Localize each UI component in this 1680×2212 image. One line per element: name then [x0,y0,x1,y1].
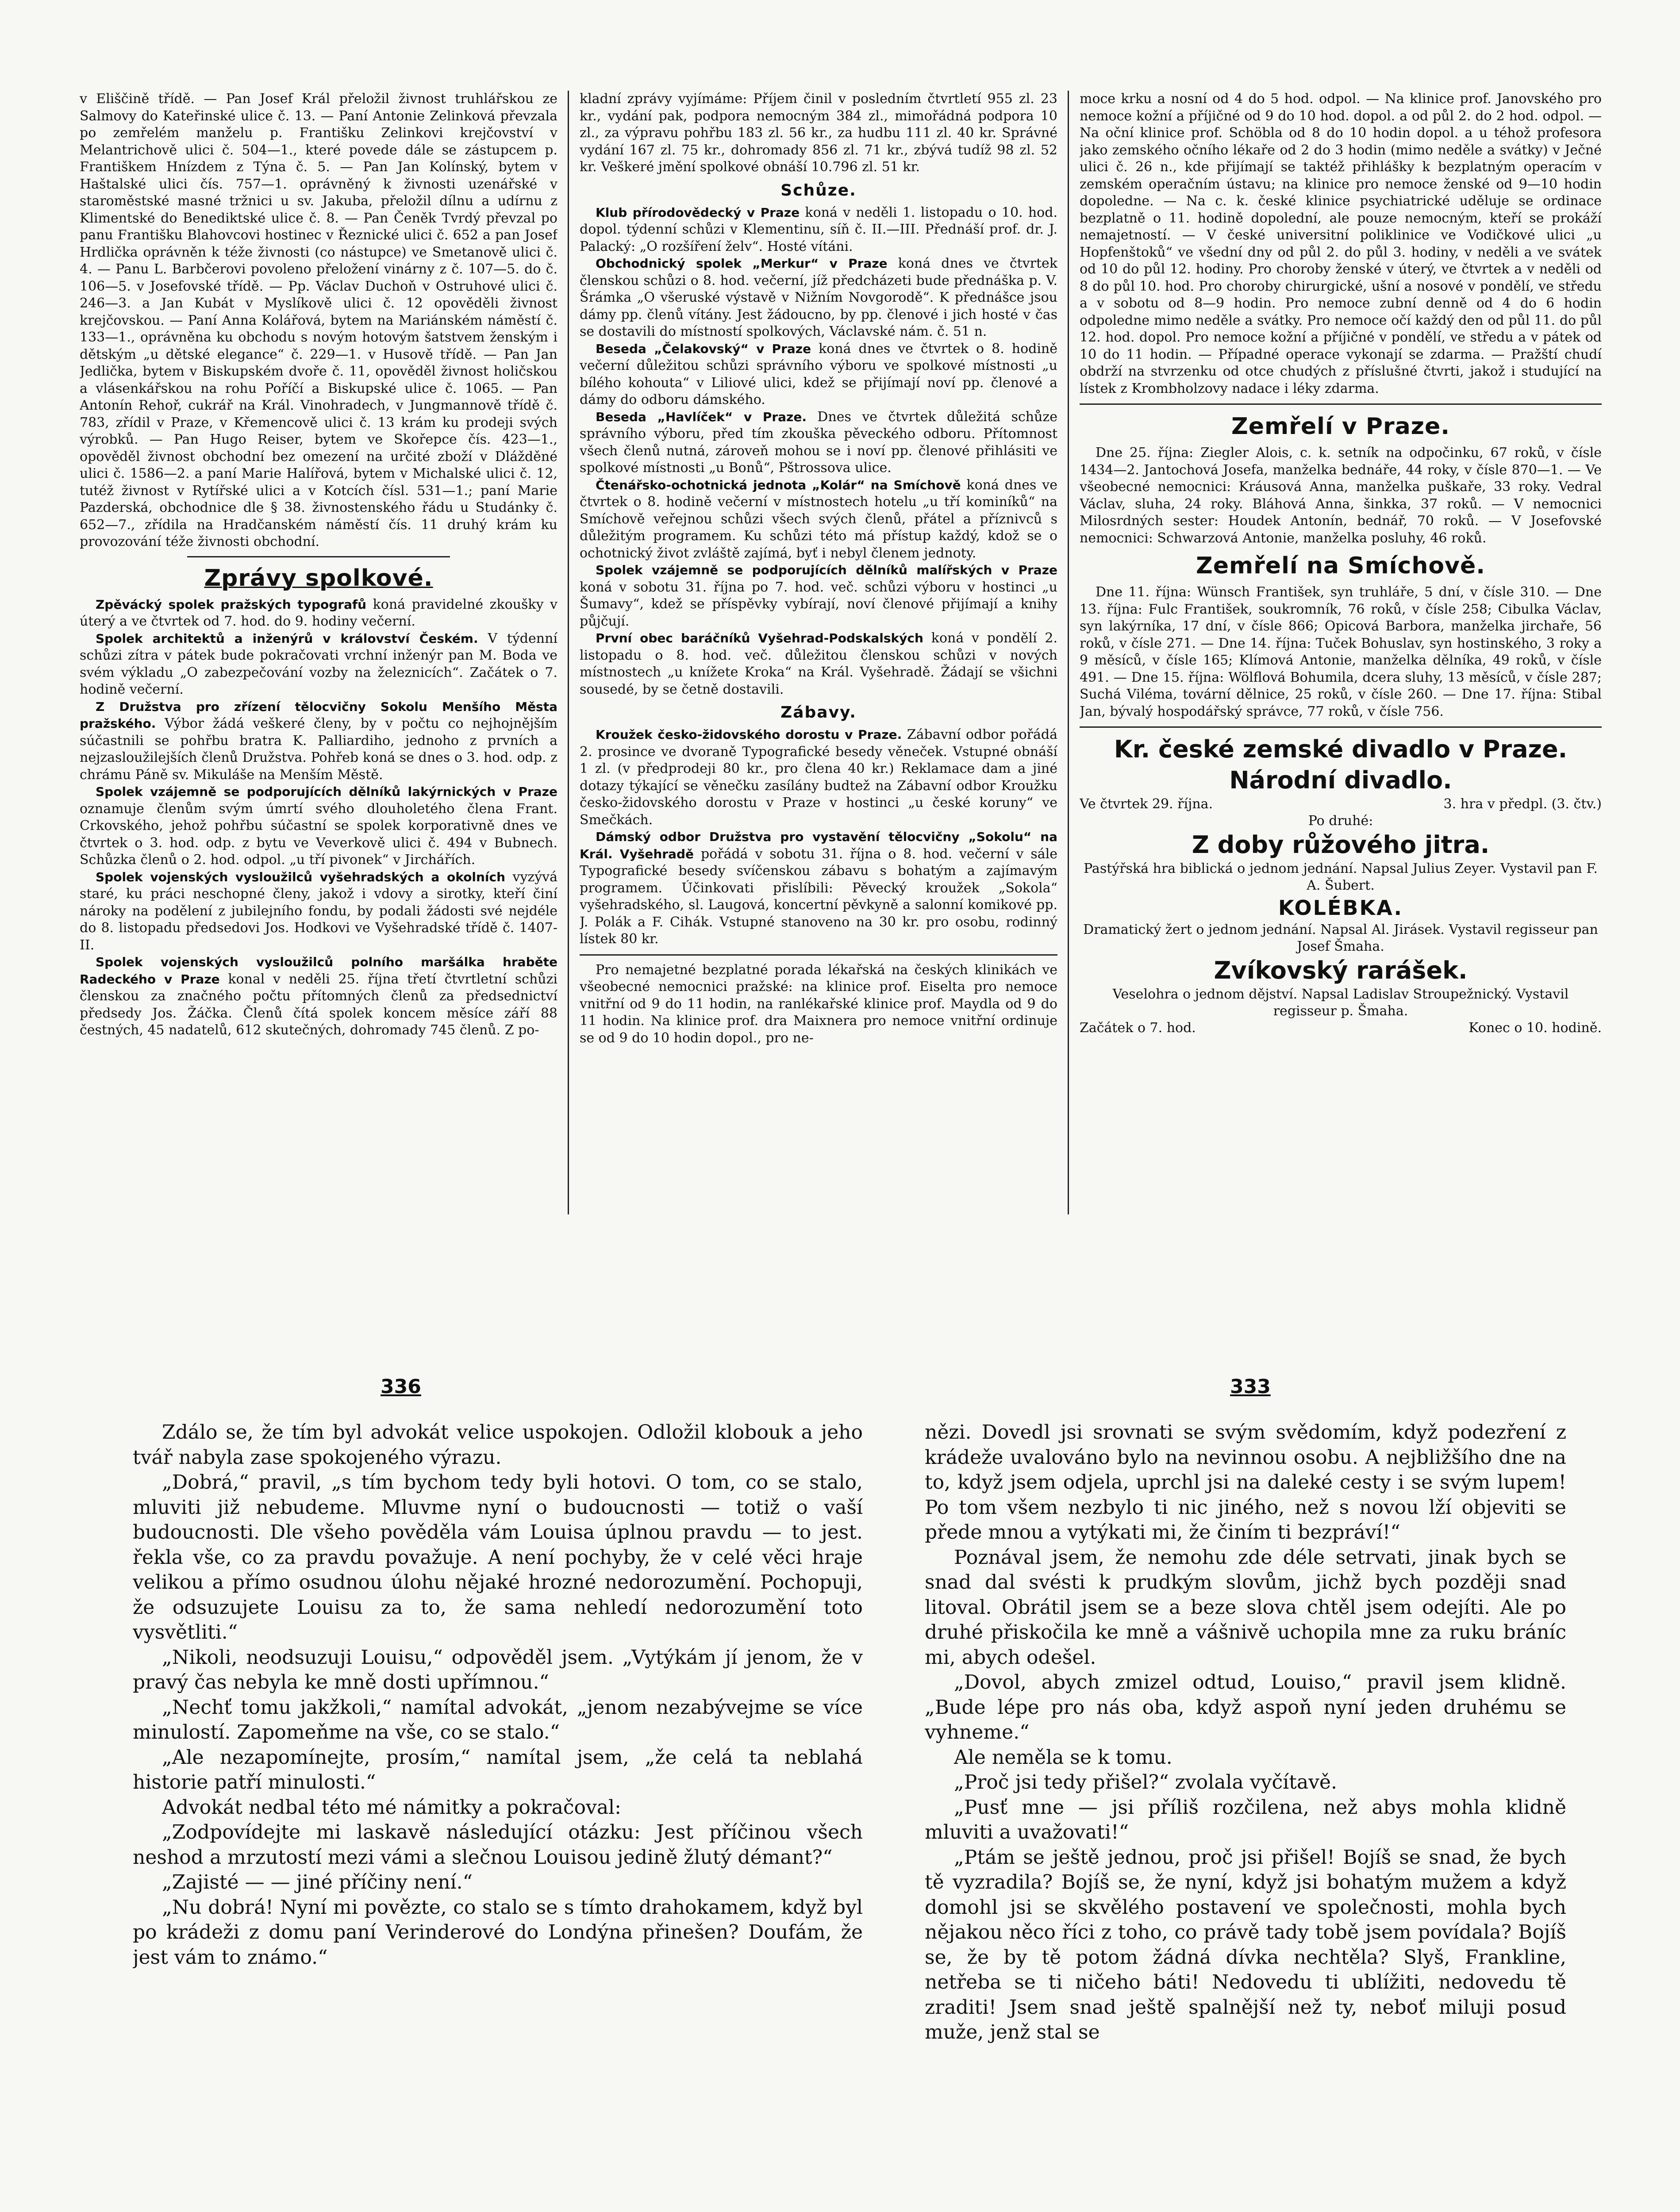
page-number-left: 336 [381,1375,421,1398]
book-paragraph: Advokát nedbal této mé námitky a pokračoval: [162,1796,621,1819]
report-continuation: kladní zprávy vyjímáme: Příjem činil v posledním čtvrtletí 955 zl. 23 kr., vydání pak, podpora nemocným 384 zl., mimořádná podpora 10 zl., za výpravu pohřbu 183 zl. 56 kr., za hudbu 111 zl. 40 kr. Správné vydání 167 zl. 75 kr., dohromady 856 zl. 71 kr., zbývá tudíž 98 zl. 52 kr. Veškeré jmění spolkové obnáší 10.796 zl. 51 kr. [580,91,1057,175]
book-page-right [925,1420,1566,2212]
play-description: Dramatický žert o jednom jednání. Napsal Al. Jirásek. Vystavil regisseur pan Josef Šmaha. [1083,922,1598,954]
meeting-entry [580,630,1057,698]
entry-text: koná dnes ve čtvrtek o 8. hodině večerní v místnostech hotelu „u tří kominíků“ na Smíchově veřejnou schůzi všech svých členů, přátel a příznivců s důležitým programem. Ku schůzi této má přístup každý, kdož se o ochotnický život zvláště zajímá, byť i nebyl členem jednoty. [580,477,1057,561]
theater-subheading: Národní divadlo. [1229,766,1452,794]
club-entry [80,630,557,699]
book-paragraph: nězi. Dovedl jsi srovnati se svým svědomím, když podezření z krádeže uvalováno bylo na nevinnou osobu. A nejbližšího dne na to, když jsem odjela, uprchl jsi na daleké cesty i se svým lupem! Po tom všem nezbylo ti nic jiného, než s novou lží objeviti se přede mnou a vytýkati mi, že činím ti bezpráví!“ [925,1421,1566,1544]
theater-start: Začátek o 7. hod. [1080,1020,1196,1036]
entry-title: Kroužek česko-židovského dorostu v Praze. [596,727,902,742]
club-entry [80,783,557,869]
play-description: Pastýřská hra biblická o jednom jednání. Napsal Julius Zeyer. Vystavil pan F. A. Šubert. [1084,861,1598,893]
entry-text: Dnes ve čtvrtek důležitá schůze správního výboru, před tím zkouška pěveckého odboru. Přítomnost všech členů nutná, zároveň mohou se i noví pp. členové přihlásiti ve spolkové místnosti „u Bonů“, Pštrossova ulice. [580,409,1057,476]
book-paragraph: „Zajisté — — jiné příčiny není.“ [162,1871,473,1893]
entry-title: Spolek vzájemně se podporujících dělníků lakýrnických v Praze [96,784,557,799]
entry-text: vyzývá staré, ku práci neschopné členy, jakož i vdovy a sirotky, kteří činí nároky na podělení z jubilejního fondu, by podali žádosti své nejdéle do 8. listopadu předsedovi Jos. Hodkovi ve Vyšehradské třídě č. 1407-II. [80,869,557,953]
page-number-right: 333 [1230,1375,1271,1398]
entry-title: První obec baráčníků Vyšehrad-Podskalských [596,631,923,645]
book-paragraph: Ale neměla se k tomu. [954,1746,1173,1769]
club-entry [80,954,557,1039]
book-paragraph: „Dobrá,“ pravil, „s tím bychom tedy byli hotovi. O tom, co se stalo, mluviti již nebudeme. Mluvme nyní o budoucnosti — totiž o vaší budoucnosti. Dle všeho pověděla vám Louisa úplnou pravdu — to jest. řekla vše, co za pravdu považuje. A není pochyby, že v celé věci hraje velikou a přímo osudnou úlohu nějaké hrozné nedorozumění. Pochopuji, že odsuzujete Louisu za to, že sama nehledí nedorozumění toto vysvětliti.“ [133,1471,863,1644]
theater-times-row [1080,1020,1602,1037]
meeting-entry [580,255,1057,341]
meeting-entry [580,341,1057,409]
medical-notice: Pro nemajetné bezplatné porada lékařská na českých klinikách ve všeobecné nemocnici pražské: na klinice prof. Eiselta pro nemoce vnitřní od 9 do 11 hodin, na ranlékařské klinice prof. Maydla od 9 do 11 hodin. Na klinice prof. dra Maixnera pro nemoce vnitřní ordinuje se od 9 do 10 hodin dopol., pro ne- [580,962,1057,1046]
entry-text: koná dnes ve čtvrtek členskou schůzi o 8. hod. večerní, jíž předcházeti bude přednáška p. V. Šrámka „O všeruské výstavě v Nižním Novgorodě“. K přednášce jsou dámy pp. členů vítány. Jest žádoucno, by pp. členové i jich hosté v čas se dostavili do místností spolkových, Václavské nám. č. 51 n. [580,256,1057,339]
divider [187,556,450,557]
entry-title: Klub přírodovědecký v Praze [596,205,800,220]
play-title: KOLÉBKA. [1278,896,1403,920]
section-heading-deaths-prague: Zemřelí v Praze. [1231,413,1450,440]
medical-notice-continuation: moce krku a nosní od 4 do 5 hod. odpol. — Na klinice prof. Janovského pro nemoce kožní a příjičné od 9 do 10 hod. dopol. a od půl 2. do 2 hod. odpol. — Na oční klinice prof. Schöbla od 8 do 10 hodin dopol. a u téhož profesora jako zemského očního lékaře od 2 do 3 hodin (mimo neděle a svátky) v Ječné ulici č. 26 n., kde přijímají se taktéž přihlášky k bezplatným operacím v zemském operačním ústavu; na klinice pro nemoce ženské od 9—10 hodin dopoledne. — Na c. k. české klinice psychiatrické uděluje se ordinace bezplatně o 11. hodině dopolední, ale pouze nemocným, kteří se prokáží nemajetností. — V české universitní poliklinice ve Vodičkové ulici „u Hopfenštoků“ ve všední dny od půl 2. do půl 3. hodiny, v neděli a ve svátek od 10 do půl 12. hodiny. Pro choroby ženské v úterý, ve čtvrtek a v neděli od 8 do půl 10. hod. Pro choroby chirurgické, ušní a nosové v pondělí, ve středu a v sobotu od 8—9 hodin. Pro nemoce zubní denně od 4 do 6 hodin odpoledne mimo neděle a svátky. Pro nemoce očí každý den od půl 11. do půl 12. hod. dopol. Pro nemoce kožní a příjičné v pondělí, ve středu a v pátek od 10 do 11 hodin. — Případné operace vykonají se zdarma. — Pražští chudí obdrží na stvrzenku od otce chudých z příslušné čtvrti, jakož i studující na lístek z Krombholzovy nadace i léky zdarma. [1080,91,1602,396]
entry-text: Výbor žádá veškeré členy, by v počtu co nejhojnějším súčastnili se pohřbu bratra K. Palliardiho, jednoho z prvních a nejzasloužilejších členů Družstva. Pohřeb koná se dnes o 3. hod. odp. z chrámu Páně sv. Mikuláše na Menším Městě. [80,716,557,783]
entertainment-entry [580,726,1057,829]
book-paragraph: „Ptám se ještě jednou, proč jsi přišel! Bojíš se snad, že bych tě vyzradila? Bojíš se, že nyní, když jsi bohatým mužem a když domohl jsi se skvělého postavení ve společnosti, mohla bych nějakou něco říci z toho, co právě tady tobě jsem povídala? Bojíš se, že by tě potom žádná dívka nechtěla? Slyš, Frankline, netřeba se ti ničeho báti! Nedovedu ti ublížiti, nedovedu tě zraditi! Jsem snad ještě spalnější než ty, neboť miluji posud muže, jenž stal se [925,1846,1566,2043]
entry-text: koná v pondělí 2. listopadu o 8. hod. več. důležitou členskou schůzi v nových místnostech „u knížete Kroka“ na Král. Vyšehradě. Žádají se všichni sousedé, by se četně dostavili. [580,630,1057,697]
theater-end: Konec o 10. hodině. [1469,1020,1602,1036]
book-paragraph: Zdálo se, že tím byl advokát velice uspokojen. Odložil klobouk a jeho tvář nabyla zase spokojeného výrazu. [133,1421,863,1469]
column-rule [1068,91,1069,1214]
book-paragraph: „Pusť mne — jsi příliš rozčilena, než abys mohla klidně mluviti a uvažovati!“ [925,1796,1566,1843]
book-paragraph: Poznával jsem, že nemohu zde déle setrvati, jinak bych se snad dal svésti k prudkým slovům, jichž bych později snad litoval. Obrátil jsem se a beze slova chtěl jsem odejíti. Ale po druhé přiskočila ke mně a vášnivě uchopila mne za ruku bráníc mi, abych odešel. [925,1546,1566,1669]
entry-text: koná v sobotu 31. října po 7. hod. več. schůzi výboru v hostinci „u Šumavy“, kdež se příspěvky vybírají, noví členové přijímají a knihy půjčují. [580,579,1057,629]
divider [1080,726,1602,728]
meeting-entry [580,562,1057,630]
entry-title: Spolek vzájemně se podporujících dělníků malířských v Praze [596,563,1057,577]
section-heading-deaths-smichov: Zemřelí na Smíchově. [1196,553,1485,579]
deaths-list: Dne 11. října: Wünsch František, syn truhláře, 5 dní, v čísle 310. — Dne 13. října: Fulc František, soukromník, 76 roků, v čísle 258; Cibulka Václav, syn lakýrníka, 17 dní, v čísle 866; Opicová Barbora, manželka jirchaře, 56 roků, v čísle 271. — Dne 14. října: Tuček Bohuslav, syn hostinského, 3 roky a 9 měsíců, v čísle 165; Klímová Antonie, manželka dělníka, 49 roků, v čísle 491. — Dne 15. října: Wölflová Bohumila, dcera sluhy, 13 měsíců, v čísle 287; Suchá Viléma, tovární dělnice, 25 roků, v čísle 260. — Dne 17. října: Stibal Jan, bývalý hospodářský správce, 77 roků, v čísle 756. [1080,584,1602,719]
entry-title: Beseda „Havlíček“ v Praze. [596,409,807,424]
club-entry [80,596,557,630]
theater-date-row [1080,796,1602,813]
entry-title: Zpěvácký spolek pražských typografů [96,597,367,612]
news-column-3 [1080,91,1602,1223]
club-entry [80,869,557,954]
entry-title: Spolek architektů a inženýrů v království Českém. [96,631,478,646]
theater-heading: Kr. české zemské divadlo v Praze. [1114,735,1568,763]
book-paragraph: „Nechť tomu jakžkoli,“ namítal advokát, „jenom nezabývejme se více minulostí. Zapomeňme na vše, co se stalo.“ [133,1696,863,1743]
book-page-left [133,1420,863,2212]
trade-notices-paragraph: v Eliščině třídě. — Pan Josef Král přeložil živnost truhlářskou ze Salmovy do Kateřinské ulice č. 13. — Paní Antonie Zelinková převzala po zemřelém manželu p. Františku Zelinkovi krejčovství v Melantrichově ulici č. 504—1., které povede dále se zástupcem p. Františkem Hnízdem z Týna č. 5. — Pan Jan Kolínský, bytem v Haštalské ulici čís. 757—1. oprávněný k živnosti uzenářské v staroměstské masné tržnici u sv. Jakuba, přeložil dílnu a udírnu z Klimentské do Benediktské ulice č. 8. — Pan Čeněk Tvrdý převzal po panu Františku Blahovcovi hostinec v Řeznické ulici č. 652 a pan Josef Hrdlička oprávněn k téže živnosti (co nástupce) ve Smetanově ulici č. 4. — Panu L. Barbčerovi povoleno přeložení vinárny z č. 107—5. do č. 106—5. v Josefovské třídě. — Pp. Václav Duchoň v Ostruhové ulici č. 246—3. a Jan Kubát v Myslíkově ulici č. 12 opověděli živnost krejčovskou. — Paní Anna Kolářová, bytem na Mariánském náměstí č. 133—1., oprávněna ku obchodu s novým hotovým šatstvem ženským i dětským „u dětské elegance“ č. 229—1. v Husově třídě. — Pan Jan Jedlička, bytem v Biskupském dvoře č. 11, opověděl živnost holičskou a vlásenkářskou na rohu Poříčí a Biskupské ulice č. 1065. — Pan Antonín Rehoř, cukrář na Král. Vinohradech, v Jungmannově třídě č. 783, zřídil v Praze, v Křemencově ulici č. 13 krám ku prodeji svých výrobků. — Pan Hugo Reiser, bytem ve Skořepce čís. 423—1., opověděl živnost obchodní bez omezení na určité zboží v Dlážděné ulici č. 1586—2. a paní Marie Halířová, bytem v Michalské ulici č. 12, tutéž živnost v Rytířské ulici a v Kotcích čísl. 531—1.; paní Marie Pazderská, obchodnice dle § 38. živnostenského řádu u Studánky č. 652—7., zřídila na Hradčanském náměstí čís. 11 druhý krám ku provozování téže živnosti obchodní. [80,91,557,549]
play-title: Zvíkovský rarášek. [1214,956,1468,984]
theater-performance-note: Po druhé: [1308,813,1373,829]
book-paragraph: „Proč jsi tedy přišel?“ zvolala vyčítavě. [954,1771,1337,1793]
entry-text: Zábavní odbor pořádá 2. prosince ve dvoraně Typografické besedy věneček. Vstupné obnáší 1 zl. (v předprodeji 80 kr., pro člena 40 kr.) Reklamace dam a jiné dotazy týkající se věnečku zasílány budtež na Zábavní odbor Kroužku česko-židovského dorostu v Praze v hostinci „u české koruny“ ve Smečkách. [580,727,1057,828]
entry-title: Beseda „Čelakovský“ v Praze [596,341,811,356]
club-entry [80,699,557,784]
entry-title: Dámský odbor Družstva pro vystavění tělocvičny „Sokolu“ na Král. Vyšehradě [580,830,1057,861]
theater-program [1080,734,1602,1037]
section-heading-club-news: Zprávy spolkové. [204,565,433,591]
column-rule [568,91,569,1214]
entry-text: pořádá v sobotu 31. října o 8. hod. večerní v sále Typografické besedy svíčenskou zábavu s bohatým a zajímavým programem. Účinkovati přislíbili: Pěvecký kroužek „Sokola“ vyšehradského, sl. Laugová, koncertní pěvkyně a salonní komikové pp. J. Polák a F. Cihák. Vstupné stanoveno na 30 kr. pro osobu, rodinný lístek 80 kr. [580,846,1057,947]
book-paragraph: „Nikoli, neodsuzuji Louisu,“ odpověděl jsem. „Vytýkám jí jenom, že v pravý čas nebyla ke mně dosti upřímnou.“ [133,1646,863,1694]
book-paragraph: „Zodpovídejte mi laskavě následující otázku: Jest příčinou všech neshod a mrzutostí mezi vámi a slečnou Louisou jedině žlutý démant?“ [133,1821,863,1869]
theater-subscription: 3. hra v předpl. (3. čtv.) [1443,796,1602,812]
entry-text: konal v neděli 25. října třetí čtvrtletní schůzi členskou za značného počtu přítomných členů za předsednictví předsedy Jos. Žáčka. Členů čítá spolek koncem měsíce září 88 čestných, 45 nadatelů, 612 skutečných, dohromady 745 členů. Z po- [80,971,557,1038]
entry-text: koná pravidelné zkoušky v úterý a ve čtvrtek od 7. hod. do 9. hodiny večerní. [80,596,557,629]
play-description: Veselohra o jednom dějství. Napsal Ladislav Stroupežnický. Vystavil regisseur p. Šmaha. [1112,987,1569,1019]
divider [1080,403,1602,405]
news-column-1 [80,91,557,1232]
meeting-entry [580,409,1057,477]
entry-title: Obchodnický spolek „Merkur“ v Praze [596,256,888,271]
news-column-2 [580,91,1057,1206]
meeting-entry [580,204,1057,256]
entry-title: Spolek vojenských vysloužilců vyšehradských a okolních [96,869,506,884]
entry-text: koná v neděli 1. listopadu o 10. hod. dopol. týdenní schůzi v Klementinu, síň č. II.—III. Přednáší prof. dr. J. Palacký: „O rozšíření želv“. Hosté vítáni. [580,204,1057,254]
play-title: Z doby růžového jitra. [1192,831,1490,859]
entry-title: Čtenářsko-ochotnická jednota „Kolár“ na Smíchově [596,477,961,492]
section-heading-entertainment: Zábavy. [780,703,857,722]
theater-date: Ve čtvrtek 29. října. [1080,796,1213,812]
divider [580,954,1057,956]
entertainment-entry [580,829,1057,948]
newspaper-section [80,91,1602,1237]
book-paragraph: „Nu dobrá! Nyní mi povězte, co stalo se s tímto drahokamem, když byl po krádeži z domu paní Verinderové do Londýna přinešen? Doufám, že jest vám to známo.“ [133,1896,863,1969]
deaths-list: Dne 25. října: Ziegler Alois, c. k. setník na odpočinku, 67 roků, v čísle 1434—2. Jantochová Josefa, manželka bednáře, 44 roky, v čísle 870—1. — Ve všeobecné nemocnici: Kráusová Anna, manželka puškaře, 33 roky. Vedral Václav, sluha, 24 roky. Bláhová Anna, šinkka, 37 roků. — V nemocnici Milosrdných sester: Houdek Antonín, bednář, 70 roků. — V Josefovské nemocnici: Schwarzová Antonie, manželka posluhy, 46 roků. [1080,445,1602,546]
entry-title: Z Družstva pro zřízení tělocvičny Sokolu Menšího Města pražského. [80,699,557,731]
entry-text: koná dnes ve čtvrtek o 8. hodině večerní důležitou schůzi správního výboru ve spolkové místnosti „u bílého kohouta“ v Liliové ulici, kdež se přijímají noví pp. členové a dámy do odboru dámského. [580,341,1057,407]
meeting-entry [580,477,1057,562]
book-paragraph: „Dovol, abych zmizel odtud, Louiso,“ pravil jsem klidně. „Bude lépe pro nás oba, když aspoň nyní jeden druhému se vyhneme.“ [925,1671,1566,1743]
entry-text: oznamuje členům svým úmrtí svého dlouholetého člena Frant. Crkovského, jehož pohřbu súčastní se spolek korporativně dnes ve čtvrtek o 3. hod. odp. z bytu ve Veverkově ulici č. 494 v Bubnech. Schůzka členů o 2. hod. odpol. „u tří pivonek“ v Jirchářích. [80,801,557,868]
section-heading-meetings: Schůze. [780,181,857,200]
entry-title: Spolek vojenských vysloužilců polního maršálka hraběte Radeckého v Praze [80,955,557,987]
book-paragraph: „Ale nezapomínejte, prosím,“ namítal jsem, „že celá ta neblahá historie patří minulosti.“ [133,1746,863,1793]
entry-text: V týdenní schůzi zítra v pátek bude pokračovati vrchní inženýr pan M. Boda ve svém výkladu „O zabezpečování vozby na železnicích“. Začátek o 7. hodině večerní. [80,630,557,697]
